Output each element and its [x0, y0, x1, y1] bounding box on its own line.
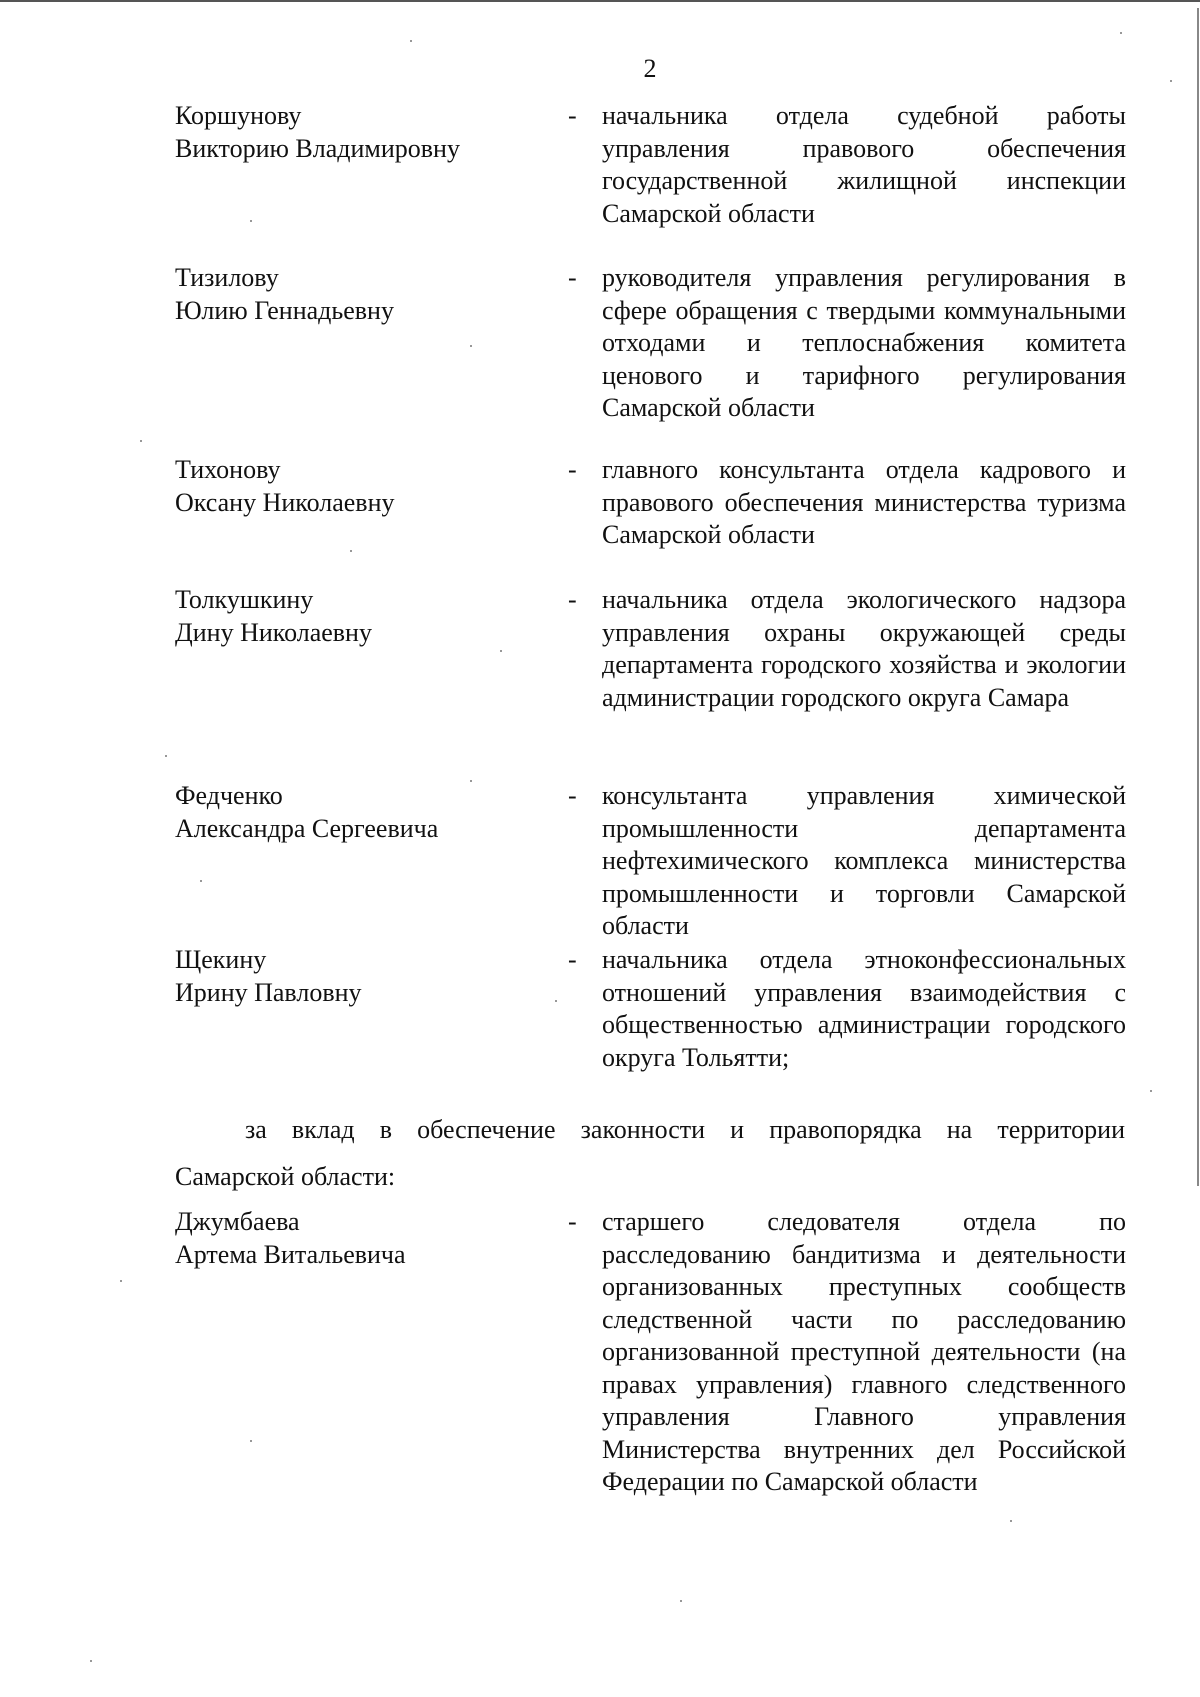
person-surname: Тизилову [175, 263, 279, 292]
scan-speck [680, 1600, 682, 1602]
section-heading-line-1: за вклад в обеспечение законности и правопорядка на территории [245, 1115, 1125, 1144]
scan-speck [250, 220, 252, 222]
person-position: начальника отдела экологического надзора управления охраны окружающей среды департамента городского хозяйства и экологии администрации городского округа Самара [602, 585, 1126, 712]
person-name [175, 1206, 555, 1271]
person-given-names: Александра Сергеевича [175, 813, 439, 843]
person-name [175, 944, 555, 1009]
scan-speck [1120, 32, 1122, 34]
entry-dash: - [568, 585, 577, 614]
scan-speck [140, 440, 142, 442]
scan-top-edge-line [0, 0, 1200, 2]
person-position: старшего следователя отдела по расследованию бандитизма и деятельности организованных преступных сообществ следственной части по расследованию организованной преступной деятельности (на правах управления) главного следственного управления Главного управления Министерства внутренних дел Российской Федерации по Самарской области [602, 1207, 1126, 1496]
person-name [175, 262, 555, 327]
scan-speck [250, 1440, 252, 1442]
person-position: начальника отдела этноконфессиональных отношений управления взаимодействия с общественностью администрации городского округа Тольятти; [602, 945, 1126, 1072]
person-name [175, 100, 555, 165]
scan-speck [165, 755, 167, 757]
scan-speck [470, 780, 472, 782]
entry-dash: - [568, 1207, 577, 1236]
scan-speck [1170, 80, 1172, 82]
scan-speck [200, 880, 202, 882]
person-name [175, 780, 555, 845]
person-given-names: Артема Витальевича [175, 1239, 406, 1269]
person-given-names: Викторию Владимировну [175, 133, 460, 163]
person-surname: Толкушкину [175, 585, 314, 614]
scan-speck [120, 1280, 122, 1282]
person-given-names: Ирину Павловну [175, 977, 362, 1007]
entry-dash: - [568, 455, 577, 484]
entry-dash: - [568, 781, 577, 810]
person-surname: Тихонову [175, 455, 281, 484]
scan-right-edge-line [1197, 8, 1199, 1186]
scan-speck [410, 40, 412, 42]
person-name [175, 584, 555, 649]
person-given-names: Юлию Геннадьевну [175, 295, 394, 325]
scan-speck [470, 345, 472, 347]
entry-dash: - [568, 945, 577, 974]
person-given-names: Дину Николаевну [175, 617, 372, 647]
person-surname: Щекину [175, 945, 267, 974]
person-position: консультанта управления химической промышленности департамента нефтехимического комплекса министерства промышленности и торговли Самарской области [602, 781, 1126, 940]
person-surname: Федченко [175, 781, 283, 810]
scan-speck [1010, 1520, 1012, 1522]
person-name [175, 454, 555, 519]
section-heading-line-2: Самарской области: [175, 1162, 396, 1191]
page-number: 2 [643, 54, 657, 83]
person-position: начальника отдела судебной работы управления правового обеспечения государственной жилищной инспекции Самарской области [602, 101, 1126, 228]
person-position: главного консультанта отдела кадрового и правового обеспечения министерства туризма Самарской области [602, 455, 1126, 549]
scan-speck [1150, 1090, 1152, 1092]
entry-dash: - [568, 101, 577, 130]
person-surname: Джумбаева [175, 1207, 300, 1236]
person-given-names: Оксану Николаевну [175, 487, 395, 517]
person-position: руководителя управления регулирования в сфере обращения с твердыми коммунальными отходами и теплоснабжения комитета ценового и тарифного регулирования Самарской области [602, 263, 1126, 422]
scan-speck [90, 1660, 92, 1662]
scan-speck [500, 650, 502, 652]
scan-speck [555, 1000, 557, 1002]
section-heading [175, 1106, 1125, 1200]
person-surname: Коршунову [175, 101, 302, 130]
entry-dash: - [568, 263, 577, 292]
scan-speck [350, 550, 352, 552]
